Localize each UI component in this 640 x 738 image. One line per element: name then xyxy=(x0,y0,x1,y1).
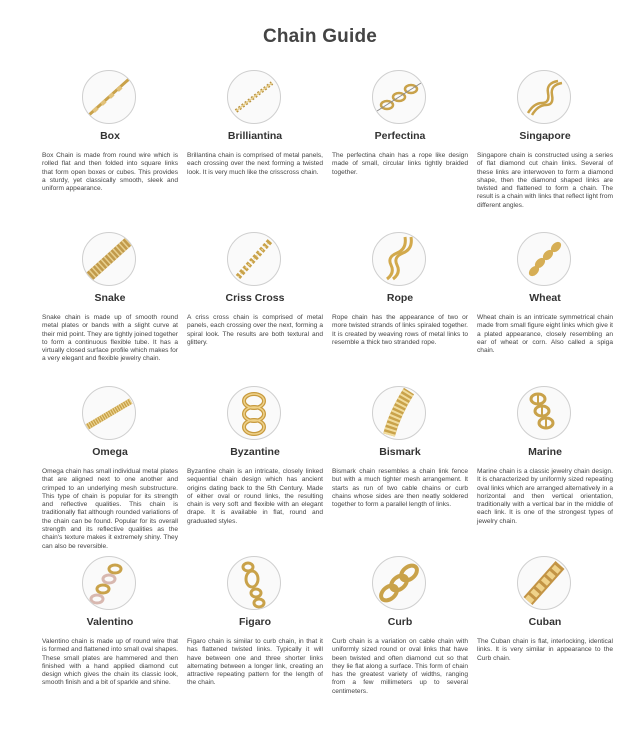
byzantine-chain-icon xyxy=(227,386,281,440)
criss-cross-chain-icon xyxy=(227,232,281,286)
chain-name: Brilliantina xyxy=(227,130,283,142)
chain-description: Singapore chain is constructed using a series of flat diamond cut chain links. Several of these links are interwoven to form a diamond shape, then the diamond shaped links are twisted and flattened to form a chain. The result is a chain with links that reflect light from different angles. xyxy=(477,152,613,209)
singapore-chain-icon xyxy=(517,70,571,124)
chain-description: Wheat chain is an intricate symmetrical chain made from small figure eight links which give it a plated appearance, closely resembling an ear of wheat or corn. Also called a spiga chain. xyxy=(477,314,613,355)
page-title: Chain Guide xyxy=(262,26,378,47)
chain-card-curb xyxy=(332,556,468,736)
chain-name: Singapore xyxy=(519,130,571,142)
chain-card-omega xyxy=(42,386,178,556)
cuban-chain-icon xyxy=(517,556,571,610)
chain-description: Curb chain is a variation on cable chain with uniformly sized round or oval links that have been twisted and often diamond cut so that they lie flat along a surface. This form of chain has the greatest variety of widths, ranging from a few millimeters up to several centimeters. xyxy=(332,638,468,695)
chain-description: The Cuban chain is flat, interlocking, identical links. It is very similar in appearance to the Curb chain. xyxy=(477,638,613,662)
wheat-chain-icon xyxy=(517,232,571,286)
chain-name: Snake xyxy=(94,292,126,304)
valentino-chain-icon xyxy=(82,556,136,610)
perfectina-chain-icon xyxy=(372,70,426,124)
chain-name: Box xyxy=(100,130,120,142)
chain-card-singapore xyxy=(477,70,613,232)
chain-description: Box Chain is made from round wire which is rolled flat and then folded into square links that form open boxes or cubes. This provides a sturdy, yet classically smooth, sleek and uniform appearance. xyxy=(42,152,178,193)
chain-card-brilliantina xyxy=(187,70,323,232)
chain-description: Figaro chain is similar to curb chain, in that it has flattened twisted links. Typically it will have between one and three shorter links alternating between a longer link, creating an attractive repeating pattern for the length of the chain. xyxy=(187,638,323,687)
chain-card-box xyxy=(42,70,178,232)
chain-description: Valentino chain is made up of round wire that is formed and flattened into small oval shapes. These small plates are hammered and then finished with a hand applied diamond cut design which gives the chain its classic look, smooth finish and a bit of sparkle and shine. xyxy=(42,638,178,687)
chain-name: Marine xyxy=(528,446,562,458)
chain-description: The perfectina chain has a rope like design made of small, circular links tightly braided together. xyxy=(332,152,468,176)
chain-card-bismark xyxy=(332,386,468,556)
curb-chain-icon xyxy=(372,556,426,610)
chain-card-byzantine xyxy=(187,386,323,556)
rope-chain-icon xyxy=(372,232,426,286)
chain-name: Omega xyxy=(92,446,128,458)
chain-description: Rope chain has the appearance of two or more twisted strands of links spiraled together. It is created by weaving rows of metal links to resemble a thick two stranded rope. xyxy=(332,314,468,346)
chain-name: Byzantine xyxy=(230,446,280,458)
chain-description: Byzantine chain is an intricate, closely linked sequential chain design which has ancient origins dating back to the 5th Century. Made of either oval or round links, the resulting chain is very soft and flexible with an elegant drape. It is available in flat, round and graduated styles. xyxy=(187,468,323,525)
box-chain-icon xyxy=(82,70,136,124)
chain-card-rope xyxy=(332,232,468,386)
chain-name: Valentino xyxy=(86,616,134,628)
chain-name: Curb xyxy=(387,616,413,628)
chain-card-valentino xyxy=(42,556,178,736)
chain-name: Bismark xyxy=(379,446,421,458)
chain-name: Criss Cross xyxy=(225,292,285,304)
chain-description: Snake chain is made up of smooth round metal plates or bands with a slight curve at their mid point. They are tightly joined together to form a continuous flexible tube. It has a virtually closed surface profile which makes for a very elegant and flexible jewelry chain. xyxy=(42,314,178,363)
chain-name: Figaro xyxy=(238,616,272,628)
chain-card-perfectina xyxy=(332,70,468,232)
chain-name: Cuban xyxy=(528,616,562,628)
chain-card-wheat xyxy=(477,232,613,386)
brilliantina-chain-icon xyxy=(227,70,281,124)
omega-chain-icon xyxy=(82,386,136,440)
chain-name: Rope xyxy=(386,292,414,304)
chain-description: A criss cross chain is comprised of metal panels, each crossing over the next, forming a spiral look. The results are both textural and glittery. xyxy=(187,314,323,346)
chain-description: Marine chain is a classic jewelry chain design. It is characterized by uniformly sized repeating oval links which are arranged alternatively in a horizontal and then vertical orientation, traditionally with a vertical bar in the middle of each link. It is one of the strongest types of jewelry chain. xyxy=(477,468,613,525)
chain-name: Perfectina xyxy=(374,130,426,142)
snake-chain-icon xyxy=(82,232,136,286)
chain-description: Bismark chain resembles a chain link fence but with a much tighter mesh arrangement. It starts as run of two cable chains or curb chains whose sides are then neatly soldered together to form a parallel length of links. xyxy=(332,468,468,509)
chain-card-snake xyxy=(42,232,178,386)
bismark-chain-icon xyxy=(372,386,426,440)
chain-grid xyxy=(42,70,612,736)
chain-card-criss-cross xyxy=(187,232,323,386)
chain-card-marine xyxy=(477,386,613,556)
figaro-chain-icon xyxy=(227,556,281,610)
chain-card-figaro xyxy=(187,556,323,736)
chain-description: Brillantina chain is comprised of metal panels, each crossing over the next forming a twisted look. It is very much like the crisscross chain. xyxy=(187,152,323,176)
chain-name: Wheat xyxy=(529,292,561,304)
chain-description: Omega chain has small individual metal plates that are aligned next to one another and crimped to an underlying mesh substructure. This type of chain is popular for its strength and reflective qualities. This chain is traditionally flat although rounded variations of the chain can be found. Popular for its overall strength and its reflective qualities as the chain's texture makes it extremely shiny. They can also be reversible. xyxy=(42,468,178,550)
chain-card-cuban xyxy=(477,556,613,736)
marine-chain-icon xyxy=(517,386,571,440)
